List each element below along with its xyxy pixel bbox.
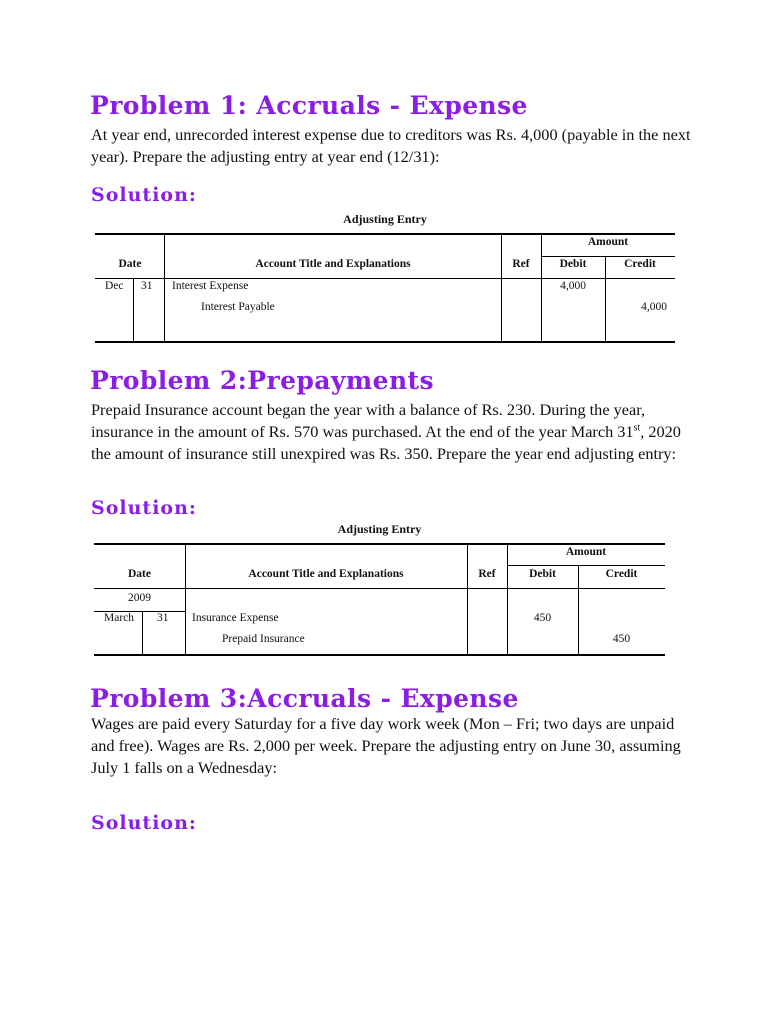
col-divider <box>467 543 468 655</box>
table-top-rule <box>95 233 675 235</box>
header-account: Account Title and Explanations <box>255 258 411 270</box>
header-amount: Amount <box>587 236 629 248</box>
table-caption: Adjusting Entry <box>337 522 422 536</box>
problem-1-solution-label: Solution: <box>91 184 197 206</box>
problem-2-text <box>91 399 691 465</box>
header-account: Account Title and Explanations <box>248 568 404 580</box>
table-bottom-rule <box>95 341 675 343</box>
row-day: 31 <box>157 612 169 624</box>
col-divider <box>501 233 502 342</box>
header-amount: Amount <box>565 546 607 558</box>
problem-2-title: Problem 2:Prepayments <box>90 366 434 395</box>
adjusting-entry-table-2 <box>94 518 665 660</box>
problem-1-title: Problem 1: Accruals - Expense <box>90 91 528 120</box>
adjusting-entry-table-1 <box>95 208 675 348</box>
problem-3-solution-label: Solution: <box>91 812 197 834</box>
table-caption: Adjusting Entry <box>343 212 427 226</box>
row-debit: 450 <box>533 612 552 624</box>
problem-2-text-part2: , 2020 the amount of insurance still unexpired was Rs. 350. Prepare the year end adjusting entry: <box>91 422 681 463</box>
table-bottom-rule <box>94 654 665 656</box>
col-divider <box>142 611 143 655</box>
header-credit: Credit <box>624 258 656 270</box>
row-credit: 450 <box>612 633 631 645</box>
header-credit: Credit <box>605 568 638 580</box>
row-debit: 4,000 <box>560 280 586 292</box>
problem-2-solution-label: Solution: <box>91 497 197 519</box>
header-ref: Ref <box>512 258 530 270</box>
col-divider <box>507 543 508 655</box>
col-divider <box>185 543 186 655</box>
problem-1-text: At year end, unrecorded interest expense due to creditors was Rs. 4,000 (payable in the next year). Prepare the adjusting entry at year end (12/31): <box>91 125 691 166</box>
col-divider <box>133 278 134 342</box>
header-date: Date <box>118 258 142 270</box>
problem-3-title: Problem 3:Accruals - Expense <box>90 684 519 713</box>
row-month: Dec <box>105 280 124 292</box>
col-divider <box>164 233 165 342</box>
header-rule <box>94 588 665 589</box>
ordinal-suffix: st <box>633 422 641 434</box>
row-account: Interest Payable <box>201 301 275 313</box>
header-rule <box>95 278 675 279</box>
row-account: Prepaid Insurance <box>222 633 305 645</box>
problem-2-text-part1: Prepaid Insurance account began the year with a balance of Rs. 230. During the year, insurance in the amount of Rs. 570 was purchased. At the end of the year March 31 <box>91 400 646 441</box>
row-month: March <box>104 612 135 624</box>
table-top-rule <box>94 543 665 545</box>
row-account: Interest Expense <box>172 280 249 292</box>
amount-underline <box>541 256 675 257</box>
row-day: 31 <box>141 280 153 292</box>
problem-3-text: Wages are paid every Saturday for a five day work week (Mon – Fri; two days are unpaid and free). Wages are Rs. 2,000 per week. Prepare the adjusting entry on June 30, assuming July 1 falls on a Wednesday: <box>91 714 681 777</box>
row-account: Insurance Expense <box>192 612 279 624</box>
amount-underline <box>507 565 665 566</box>
header-debit: Debit <box>559 258 587 270</box>
header-debit: Debit <box>529 568 556 580</box>
header-ref: Ref <box>478 568 496 580</box>
row-credit: 4,000 <box>641 301 667 313</box>
year-label: 2009 <box>128 592 151 604</box>
header-date: Date <box>128 568 151 580</box>
